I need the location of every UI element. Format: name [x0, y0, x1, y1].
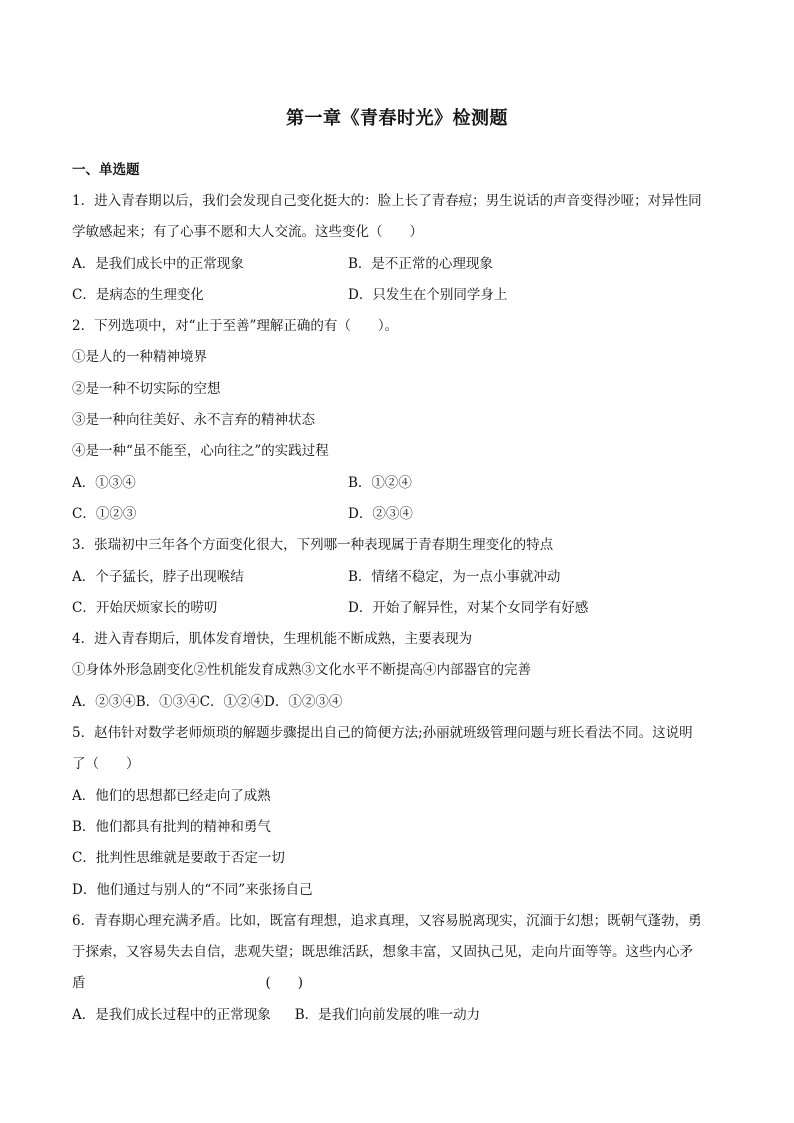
statement-3: ③是一种向往美好、永不言弃的精神状态: [72, 412, 315, 429]
option-row: [72, 593, 732, 624]
option-b[interactable]: B．他们都具有批判的精神和勇气: [72, 818, 271, 835]
question-1: [72, 186, 732, 311]
option-row: [72, 468, 732, 499]
answer-bracket: ( ): [265, 975, 304, 992]
option-b[interactable]: B．①②④: [348, 474, 412, 491]
question-stem: 6．青春期心理充满矛盾。比如，既富有理想，追求真理，又容易脱离现实，沉湎于幻想；既朝气蓬勃，勇: [72, 912, 702, 929]
option-a[interactable]: A．是我们成长中的正常现象: [72, 255, 244, 272]
statement-list: ①身体外形急剧变化②性机能发育成熟③文化水平不断提高④内部器官的完善: [72, 662, 531, 679]
question-stem: 4．进入青春期后，肌体发育增快，生理机能不断成熟，主要表现为: [72, 631, 473, 648]
option-d[interactable]: D．他们通过与别人的“不同”来张扬自己: [72, 881, 313, 898]
option-d[interactable]: D．只发生在个别同学身上: [348, 286, 508, 303]
question-2: [72, 311, 732, 530]
question-5: [72, 718, 732, 906]
option-a[interactable]: A．他们的思想都已经走向了成熟: [72, 787, 271, 804]
question-3: [72, 530, 732, 624]
question-stem: 5．赵伟针对数学老师烦琐的解题步骤提出自己的简便方法;孙丽就班级管理问题与班长看法不同。这说明: [72, 725, 693, 742]
option-d[interactable]: D．开始了解异性，对某个女同学有好感: [348, 599, 589, 616]
question-stem: 于探索，又容易失去自信，悲观失望；既思维活跃，想象丰富，又固执己见，走向片面等等。这些内心矛: [72, 944, 693, 961]
question-stem: 2．下列选项中，对“止于至善”理解正确的有（ ）。: [72, 318, 399, 335]
statement-1: ①是人的一种精神境界: [72, 349, 207, 366]
option-b[interactable]: B．是我们向前发展的唯一动力: [294, 1006, 481, 1023]
option-c[interactable]: C．批判性思维就是要敢于否定一切: [72, 850, 285, 867]
question-stem: 3．张瑞初中三年各个方面变化很大，下列哪一种表现属于青春期生理变化的特点: [72, 537, 554, 554]
option-d[interactable]: D．②③④: [348, 505, 413, 522]
statement-2: ②是一种不切实际的空想: [72, 380, 221, 397]
question-stem: 盾: [72, 975, 86, 992]
page-title: 第一章《青春时光》检测题: [286, 108, 508, 129]
option-c[interactable]: C．是病态的生理变化: [72, 286, 204, 303]
option-c[interactable]: C．开始厌烦家长的唠叨: [72, 599, 218, 616]
question-list: [72, 160, 732, 1031]
option-b[interactable]: B．是不正常的心理现象: [348, 255, 493, 272]
question-4: [72, 624, 732, 718]
section-heading: 一、单选题: [72, 162, 140, 178]
option-c[interactable]: C．①②③: [72, 505, 137, 522]
option-b[interactable]: B．情绪不稳定，为一点小事就冲动: [348, 568, 561, 585]
question-stem-end: [72, 968, 732, 999]
option-a[interactable]: A．个子猛长，脖子出现喉结: [72, 568, 244, 585]
option-a[interactable]: A．是我们成长过程中的正常现象: [72, 1006, 271, 1023]
option-a[interactable]: A．①③④: [72, 474, 136, 491]
option-row: [72, 562, 732, 593]
option-row: [72, 249, 732, 280]
question-6: [72, 906, 732, 1031]
question-stem: 1．进入青春期以后，我们会发现自己变化挺大的：脸上长了青春痘；男生说话的声音变得沙哑；对异性同: [72, 193, 702, 209]
option-row: [72, 499, 732, 530]
statement-4: ④是一种“虽不能至，心向往之”的实践过程: [72, 443, 329, 460]
options-inline[interactable]: A．②③④B．①③④C．①②④D．①②③④: [72, 693, 343, 710]
option-row: [72, 1000, 732, 1031]
question-stem: 学敏感起来；有了心事不愿和大人交流。这些变化（ ）: [72, 224, 423, 241]
question-stem: 了（ ）: [72, 756, 140, 773]
option-row: [72, 280, 732, 311]
